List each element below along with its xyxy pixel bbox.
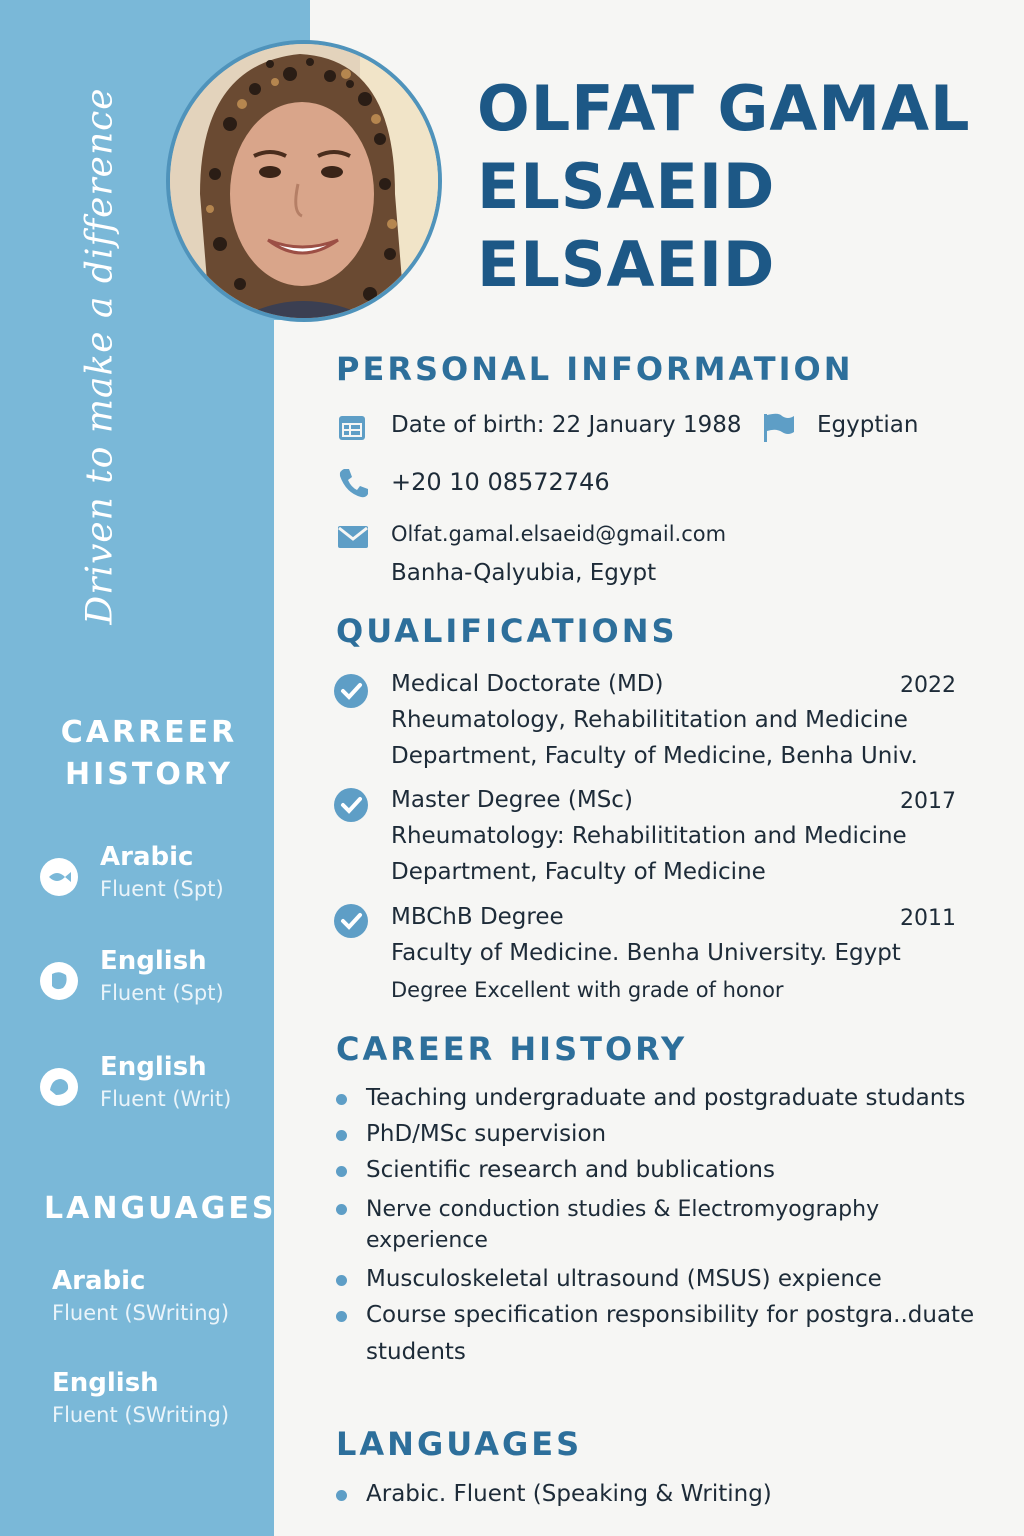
bullet [336, 1094, 347, 1105]
bullet [336, 1275, 347, 1286]
sidebar-career-lang [100, 944, 224, 1008]
name-line: ELSAEID [477, 228, 776, 301]
career-item: Course specification responsibility for postgra..duate [366, 1302, 975, 1328]
languages-heading: LANGUAGES [336, 1425, 583, 1463]
sidebar-lang-level: Fluent (Writ) [100, 1087, 232, 1111]
sidebar-lang-name: Arabic [52, 1266, 146, 1296]
sidebar-career-heading [34, 712, 264, 796]
bullet [336, 1311, 347, 1322]
career-item: Musculoskeletal ultrasound (MSUS) expience [366, 1266, 882, 1292]
qualification-detail: Degree Excellent with grade of honor [391, 978, 784, 1002]
fish-icon [40, 858, 78, 896]
career-item: Teaching undergraduate and postgraduate studants [366, 1085, 966, 1111]
qualification-title: Master Degree (MSc) [391, 787, 633, 813]
sidebar-career-heading-line: HISTORY [64, 757, 234, 792]
check-circle-icon [334, 904, 368, 938]
sidebar-lang-level: Fluent (SWriting) [52, 1301, 230, 1325]
sidebar-lang-level: Fluent (SWriting) [52, 1403, 230, 1427]
bullet [336, 1490, 347, 1501]
qualification-title: MBChB Degree [391, 904, 564, 930]
career-item: Scientific research and bublications [366, 1157, 775, 1183]
portrait-illustration [170, 44, 438, 318]
bullet [336, 1166, 347, 1177]
profile-photo [166, 40, 442, 322]
speech-icon [40, 1068, 78, 1106]
sidebar-language [52, 1264, 229, 1328]
qualification-detail: Department, Faculty of Medicine, Benha Univ. [391, 743, 918, 769]
sidebar-lang-level: Fluent (Spt) [100, 981, 224, 1005]
qualification-title: Medical Doctorate (MD) [391, 671, 664, 697]
sidebar-languages-heading: LANGUAGES [44, 1191, 277, 1226]
envelope-icon [337, 524, 369, 554]
tagline: Driven to make a difference [79, 87, 121, 625]
bullet [336, 1204, 347, 1215]
qualification-year: 2017 [900, 789, 956, 814]
sidebar-lang-name: English [100, 946, 207, 976]
sidebar-lang-level: Fluent (Spt) [100, 877, 224, 901]
bullet [336, 1130, 347, 1141]
sidebar-career-heading-line: CARREER [60, 715, 238, 750]
qualification-year: 2011 [900, 906, 956, 931]
speech-icon [40, 962, 78, 1000]
flag-icon [762, 412, 796, 448]
language-item: Arabic. Fluent (Speaking & Writing) [366, 1481, 772, 1507]
qualification-detail: Department, Faculty of Medicine [391, 859, 766, 885]
phone-icon [337, 466, 371, 504]
career-history-heading: CAREER HISTORY [336, 1030, 688, 1068]
sidebar-lang-name: Arabic [100, 842, 194, 872]
sidebar-language [52, 1366, 229, 1430]
qualification-year: 2022 [900, 673, 956, 698]
name-line: ELSAEID [477, 150, 776, 223]
qualifications-heading: QUALIFICATIONS [336, 612, 678, 650]
qualification-detail: Rheumatology: Rehabilititation and Medicine [391, 823, 907, 849]
personal-info-heading: PERSONAL INFORMATION [336, 350, 854, 388]
career-item: PhD/MSc supervision [366, 1121, 607, 1147]
career-item-continued: experience [366, 1228, 488, 1253]
check-circle-icon [334, 674, 368, 708]
qualification-detail: Faculty of Medicine. Benha University. Egypt [391, 940, 901, 966]
home-address: Banha-Qalyubia, Egypt [391, 560, 657, 586]
name-line: OLFAT GAMAL [477, 72, 971, 145]
sidebar-career-lang [100, 1050, 231, 1114]
phone-number: +20 10 08572746 [391, 468, 610, 496]
career-item-continued: students [366, 1339, 466, 1365]
check-circle-icon [334, 788, 368, 822]
sidebar-career-lang [100, 840, 224, 904]
date-of-birth: Date of birth: 22 January 1988 [391, 412, 742, 438]
qualification-detail: Rheumatology, Rehabilititation and Medicine [391, 707, 908, 733]
sidebar-lang-name: English [52, 1368, 159, 1398]
calendar-icon [337, 412, 367, 446]
sidebar-lang-name: English [100, 1052, 207, 1082]
email-address: Olfat.gamal.elsaeid@gmail.com [391, 522, 727, 546]
career-item: Nerve conduction studies & Electromyography [366, 1197, 880, 1222]
full-name [477, 70, 971, 304]
nationality: Egyptian [817, 412, 919, 438]
